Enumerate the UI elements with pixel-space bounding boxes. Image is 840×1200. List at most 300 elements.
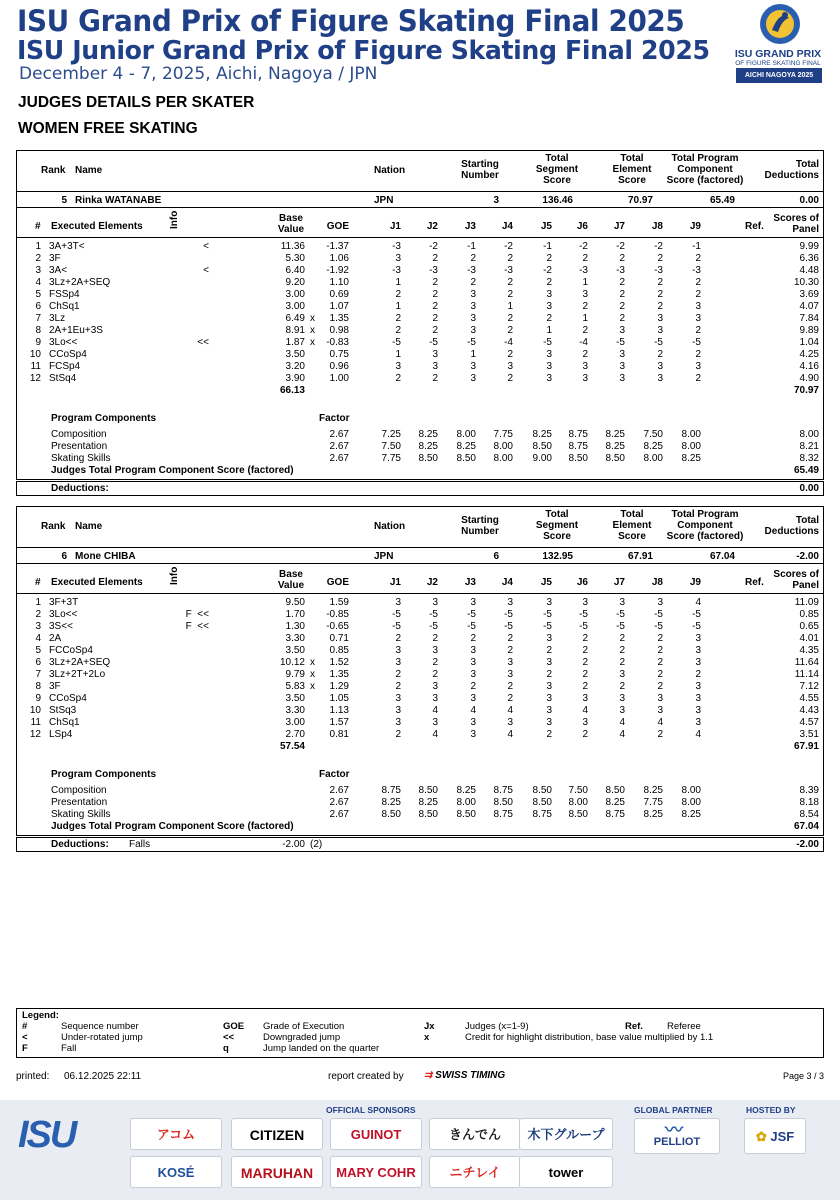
pelliot-logo xyxy=(634,1118,720,1154)
pcs-name: Presentation xyxy=(51,797,108,808)
tes-total: 70.97 xyxy=(793,385,819,396)
pcs-judge-score: 8.50 xyxy=(456,809,476,820)
element-row xyxy=(17,253,823,265)
judge-score: 3 xyxy=(695,361,701,372)
pcs-judge-score: 8.75 xyxy=(493,809,513,820)
seq-number-header: # xyxy=(35,577,41,588)
element-code: FCSp4 xyxy=(49,361,81,372)
sponsor-logo: CITIZEN xyxy=(231,1118,323,1150)
element-base-value: 6.49 xyxy=(285,313,305,324)
judge-score: 1 xyxy=(395,301,401,312)
sponsor-logo: ニチレイ xyxy=(429,1156,521,1188)
legend-title: Legend: xyxy=(22,1010,59,1021)
name-header: Name xyxy=(75,165,103,176)
pcs-judge-score: 8.00 xyxy=(681,429,701,440)
judge-header-8: J8 xyxy=(651,577,663,588)
judge-score: 3 xyxy=(470,717,476,728)
judge-score: -3 xyxy=(467,265,476,276)
judge-score: -5 xyxy=(692,621,701,632)
element-code: StSq3 xyxy=(49,705,77,716)
element-panel-score: 11.14 xyxy=(794,669,819,680)
judge-score: 2 xyxy=(546,669,552,680)
pcs-name: Composition xyxy=(51,429,107,440)
element-panel-score: 4.48 xyxy=(799,265,819,276)
judge-score: 2 xyxy=(395,669,401,680)
starting-number: 6 xyxy=(493,551,499,562)
judge-score: 2 xyxy=(432,289,438,300)
pcs-judge-score: 8.75 xyxy=(532,809,552,820)
skater-rank: 5 xyxy=(61,195,67,206)
element-panel-score: 4.57 xyxy=(799,717,819,728)
element-seq: 7 xyxy=(35,313,41,324)
judge-score: 2 xyxy=(507,693,513,704)
starting-number-header xyxy=(445,515,515,537)
deduction-count: (2) xyxy=(310,839,323,850)
pcs-row xyxy=(17,785,823,797)
element-base-value: 3.00 xyxy=(285,301,305,312)
judge-header-6: J6 xyxy=(576,221,588,232)
judge-score: -5 xyxy=(654,337,663,348)
pcs-name: Composition xyxy=(51,785,107,796)
element-base-value: 3.30 xyxy=(285,633,305,644)
element-row xyxy=(17,373,823,385)
skater-name: Mone CHIBA xyxy=(75,551,136,562)
deductions-row xyxy=(16,837,824,852)
total-element-score-header-line: Score xyxy=(618,175,646,186)
pcs-judge-score: 7.75 xyxy=(381,453,401,464)
element-base-value: 11.36 xyxy=(280,241,305,252)
scores-of-panel-header xyxy=(757,213,819,235)
judge-score: 3 xyxy=(546,373,552,384)
element-panel-score: 4.25 xyxy=(799,349,819,360)
element-goe: 0.75 xyxy=(329,349,349,360)
element-goe: -0.85 xyxy=(326,609,349,620)
judge-score: 3 xyxy=(657,361,663,372)
judge-score: 3 xyxy=(657,325,663,336)
pcs-judge-score: 8.25 xyxy=(643,785,663,796)
judge-score: 2 xyxy=(395,325,401,336)
base-value-total: 57.54 xyxy=(279,741,305,752)
total-deductions-header xyxy=(757,515,819,537)
judge-score: 2 xyxy=(582,301,588,312)
element-panel-score: 7.84 xyxy=(799,313,819,324)
judge-score: -5 xyxy=(467,609,476,620)
legend-key: Ref. xyxy=(625,1021,643,1032)
judge-score: 3 xyxy=(619,373,625,384)
total-pcs-header-line: Component xyxy=(677,520,733,531)
judge-score: 2 xyxy=(582,681,588,692)
element-seq: 11 xyxy=(30,717,41,728)
element-base-value: 3.50 xyxy=(285,349,305,360)
info-header: Info xyxy=(169,566,180,585)
judge-score: 3 xyxy=(470,313,476,324)
element-panel-score: 10.30 xyxy=(793,277,819,288)
factor-header: Factor xyxy=(319,769,350,780)
judge-score: 4 xyxy=(619,717,625,728)
pcs-judge-score: 8.00 xyxy=(681,797,701,808)
total-segment-score: 136.46 xyxy=(542,195,573,206)
judge-score: -2 xyxy=(579,241,588,252)
element-row xyxy=(17,265,823,277)
judge-score: 2 xyxy=(582,349,588,360)
pcs-judge-score: 8.75 xyxy=(605,809,625,820)
skater-block xyxy=(16,150,824,480)
element-base-value: 1.70 xyxy=(285,609,305,620)
judge-score: 3 xyxy=(546,361,552,372)
element-panel-score: 11.64 xyxy=(794,657,819,668)
element-base-value: 9.50 xyxy=(285,597,305,608)
pcs-judge-score: 8.00 xyxy=(681,785,701,796)
legend-value: Grade of Execution xyxy=(263,1021,345,1032)
base-value-header-line: Value xyxy=(277,224,305,235)
judge-score: -5 xyxy=(543,621,552,632)
judge-score: -3 xyxy=(654,265,663,276)
judge-score: 2 xyxy=(582,729,588,740)
element-row xyxy=(17,289,823,301)
judge-score: 3 xyxy=(432,681,438,692)
judge-score: 1 xyxy=(507,301,513,312)
element-goe: -0.83 xyxy=(326,337,349,348)
element-info: F << xyxy=(185,609,209,620)
tes-total: 67.91 xyxy=(793,741,819,752)
element-row xyxy=(17,325,823,337)
element-code: StSq4 xyxy=(49,373,77,384)
total-element-score: 70.97 xyxy=(627,195,653,206)
total-pcs-header-line: Total Program xyxy=(671,509,739,520)
judge-score: 2 xyxy=(582,325,588,336)
element-seq: 12 xyxy=(29,729,41,740)
pcs-factor: 2.67 xyxy=(329,429,349,440)
judge-header-1: J1 xyxy=(389,221,401,232)
judge-score: 4 xyxy=(470,705,476,716)
nation-header: Nation xyxy=(374,521,406,532)
element-seq: 12 xyxy=(29,373,41,384)
judge-score: 2 xyxy=(470,633,476,644)
base-value-total: 66.13 xyxy=(279,385,305,396)
judge-score: 4 xyxy=(695,597,701,608)
hosted-by-label: HOSTED BY xyxy=(746,1105,796,1115)
total-pcs-header-line: Component xyxy=(677,164,733,175)
scores-of-panel-header xyxy=(757,569,819,591)
judge-header-2: J2 xyxy=(426,577,438,588)
element-bonus-marker: x xyxy=(310,681,315,692)
pcs-judge-score: 8.25 xyxy=(418,441,438,452)
element-code: 3A< xyxy=(49,265,68,276)
skater-nation: JPN xyxy=(374,195,394,206)
element-goe: 1.06 xyxy=(329,253,349,264)
element-row xyxy=(17,669,823,681)
judge-header-2: J2 xyxy=(426,221,438,232)
judge-score: -5 xyxy=(616,609,625,620)
judge-score: 2 xyxy=(619,289,625,300)
starting-number-header xyxy=(445,159,515,181)
pcs-judge-score: 7.50 xyxy=(568,785,588,796)
report-created-label: report created by xyxy=(328,1071,404,1082)
element-code: FCCoSp4 xyxy=(49,645,93,656)
deductions-total: -2.00 xyxy=(796,839,819,850)
judge-score: 3 xyxy=(546,717,552,728)
judge-score: 2 xyxy=(657,729,663,740)
judge-score: -3 xyxy=(504,265,513,276)
wave-icon: 〰 xyxy=(665,1120,683,1140)
judge-score: 3 xyxy=(619,705,625,716)
nation-header: Nation xyxy=(374,165,406,176)
judge-score: 3 xyxy=(657,693,663,704)
judge-score: 2 xyxy=(619,681,625,692)
judge-score: 1 xyxy=(582,313,588,324)
pcs-judge-score: 8.50 xyxy=(568,453,588,464)
pcs-judge-score: 8.00 xyxy=(493,441,513,452)
total-element-score: 67.91 xyxy=(627,551,653,562)
pcs-panel-score: 8.39 xyxy=(799,785,819,796)
total-element-score-header-line: Element xyxy=(612,520,652,531)
element-panel-score: 4.90 xyxy=(799,373,819,384)
executed-elements-header: Executed Elements xyxy=(51,221,143,232)
judge-score: -3 xyxy=(429,265,438,276)
swiss-timing-text: SWISS TIMING xyxy=(435,1070,506,1081)
judge-score: 2 xyxy=(395,729,401,740)
report-footer xyxy=(16,1068,824,1088)
skater-nation: JPN xyxy=(374,551,394,562)
element-row xyxy=(17,681,823,693)
deduction-value: -2.00 xyxy=(282,839,305,850)
judge-score: -5 xyxy=(579,621,588,632)
judge-score: 2 xyxy=(695,373,701,384)
scores-of-panel-line: Scores of xyxy=(773,569,819,580)
event-dates-venue: December 4 - 7, 2025, Aichi, Nagoya / JPN xyxy=(19,64,378,84)
judge-score: 3 xyxy=(395,717,401,728)
printed-value: 06.12.2025 22:11 xyxy=(64,1071,142,1082)
element-goe: 1.35 xyxy=(329,313,349,324)
judge-score: 2 xyxy=(470,681,476,692)
legend-key: < xyxy=(22,1032,28,1043)
element-bonus-marker: x xyxy=(310,669,315,680)
judge-score: 3 xyxy=(432,717,438,728)
pcs-name: Skating Skills xyxy=(51,453,111,464)
legend-key: # xyxy=(22,1021,28,1032)
judge-score: 2 xyxy=(507,253,513,264)
judge-score: 2 xyxy=(432,301,438,312)
judge-score: 3 xyxy=(695,313,701,324)
deductions-label: Deductions: xyxy=(51,839,109,850)
element-base-value: 10.12 xyxy=(279,657,305,668)
element-bonus-marker: x xyxy=(310,657,315,668)
judge-score: 3 xyxy=(470,289,476,300)
pcs-judge-score: 8.75 xyxy=(568,429,588,440)
name-header: Name xyxy=(75,521,103,532)
element-seq: 3 xyxy=(35,265,41,276)
pcs-judge-score: 8.75 xyxy=(568,441,588,452)
judge-score: -1 xyxy=(692,241,701,252)
element-base-value: 6.40 xyxy=(285,265,305,276)
factor-header: Factor xyxy=(319,413,350,424)
global-partner-label: GLOBAL PARTNER xyxy=(634,1105,713,1115)
judge-score: -2 xyxy=(654,241,663,252)
judge-score: 4 xyxy=(619,729,625,740)
total-pcs-header-line: Score (factored) xyxy=(666,531,744,542)
referee-header: Ref. xyxy=(745,221,764,232)
pcs-judge-score: 8.00 xyxy=(643,453,663,464)
judge-score: 3 xyxy=(695,717,701,728)
isu-logo: ISU xyxy=(18,1114,76,1156)
element-goe: 1.52 xyxy=(329,657,349,668)
element-seq: 6 xyxy=(35,657,41,668)
element-base-value: 8.91 xyxy=(285,325,305,336)
judge-score: 3 xyxy=(470,669,476,680)
element-base-value: 3.20 xyxy=(285,361,305,372)
judge-score: 1 xyxy=(582,277,588,288)
judge-header-9: J9 xyxy=(689,221,701,232)
judge-score: 2 xyxy=(395,289,401,300)
judge-score: 4 xyxy=(507,705,513,716)
legend-value: Referee xyxy=(667,1021,701,1032)
judge-score: -5 xyxy=(504,609,513,620)
total-segment-score-header-line: Score xyxy=(543,531,571,542)
judge-score: 3 xyxy=(470,373,476,384)
sponsor-logo: tower xyxy=(519,1156,613,1188)
judge-score: 2 xyxy=(432,253,438,264)
starting-number-header-line: Number xyxy=(461,170,499,181)
sponsor-logo: きんでん xyxy=(429,1118,521,1150)
element-code: 3Lz+2A+SEQ xyxy=(49,657,111,668)
total-deductions: -2.00 xyxy=(796,551,819,562)
deductions-total: 0.00 xyxy=(799,483,819,494)
page-number: Page 3 / 3 xyxy=(782,1071,824,1081)
judge-header-6: J6 xyxy=(576,577,588,588)
judges-total-pcs-label: Judges Total Program Component Score (factored) xyxy=(51,821,294,832)
element-row xyxy=(17,657,823,669)
element-code: ChSq1 xyxy=(49,717,80,728)
judge-score: 2 xyxy=(619,645,625,656)
element-base-value: 9.79 xyxy=(285,669,305,680)
judge-score: 2 xyxy=(546,729,552,740)
row-divider xyxy=(17,547,823,548)
judge-header-3: J3 xyxy=(464,221,476,232)
doc-title: JUDGES DETAILS PER SKATER xyxy=(18,94,255,111)
row-divider xyxy=(17,563,823,564)
pcs-judge-score: 8.25 xyxy=(681,809,701,820)
element-base-value: 3.30 xyxy=(285,705,305,716)
scores-of-panel-line: Scores of xyxy=(773,213,819,224)
judge-header-3: J3 xyxy=(464,577,476,588)
pcs-panel-score: 8.32 xyxy=(799,453,819,464)
pcs-judge-score: 8.25 xyxy=(643,809,663,820)
judge-score: 2 xyxy=(657,657,663,668)
judge-score: 4 xyxy=(695,729,701,740)
element-panel-score: 0.65 xyxy=(799,621,819,632)
element-row xyxy=(17,633,823,645)
element-goe: 1.29 xyxy=(329,681,349,692)
judge-score: 3 xyxy=(507,669,513,680)
element-seq: 9 xyxy=(35,693,41,704)
element-seq: 2 xyxy=(35,253,41,264)
element-code: FSSp4 xyxy=(49,289,80,300)
element-goe: 1.13 xyxy=(329,705,349,716)
element-row xyxy=(17,313,823,325)
judge-score: 2 xyxy=(470,277,476,288)
judge-score: 3 xyxy=(395,597,401,608)
judge-score: 2 xyxy=(695,325,701,336)
judge-header-4: J4 xyxy=(501,577,513,588)
element-code: CCoSp4 xyxy=(49,349,87,360)
pcs-judge-score: 8.25 xyxy=(605,441,625,452)
starting-number-header-line: Number xyxy=(461,526,499,537)
row-divider xyxy=(17,237,823,238)
judge-score: 3 xyxy=(470,657,476,668)
judge-score: -3 xyxy=(392,265,401,276)
referee-header: Ref. xyxy=(745,577,764,588)
judge-score: -5 xyxy=(392,621,401,632)
judge-score: -2 xyxy=(616,241,625,252)
judge-score: -5 xyxy=(392,609,401,620)
row-divider xyxy=(17,191,823,192)
skater-block xyxy=(16,506,824,836)
judge-score: 3 xyxy=(432,597,438,608)
judge-score: 3 xyxy=(657,597,663,608)
pcs-judge-score: 8.75 xyxy=(493,785,513,796)
element-goe: 0.69 xyxy=(329,289,349,300)
total-deductions-header-line: Total xyxy=(795,515,819,526)
pcs-judge-score: 8.50 xyxy=(532,797,552,808)
judge-score: 3 xyxy=(695,645,701,656)
element-code: 3Lo<< xyxy=(49,337,78,348)
judge-score: 2 xyxy=(507,633,513,644)
element-row xyxy=(17,693,823,705)
pcs-judge-score: 7.75 xyxy=(643,797,663,808)
skater-emblem-icon xyxy=(758,2,802,46)
judge-score: 2 xyxy=(657,681,663,692)
judge-score: 4 xyxy=(432,729,438,740)
judge-score: 3 xyxy=(619,669,625,680)
skater-rank: 6 xyxy=(61,551,67,562)
element-seq: 8 xyxy=(35,325,41,336)
element-code: 3F xyxy=(49,253,61,264)
element-code: 3Lz+2A+SEQ xyxy=(49,277,111,288)
element-goe: 1.00 xyxy=(329,373,349,384)
judge-score: 2 xyxy=(395,313,401,324)
judge-score: 2 xyxy=(507,289,513,300)
total-segment-score-header-line: Score xyxy=(543,175,571,186)
pcs-factor: 2.67 xyxy=(329,797,349,808)
total-segment-score-header xyxy=(522,153,592,186)
total-pcs-header xyxy=(655,509,755,542)
judge-score: 2 xyxy=(395,633,401,644)
judge-score: 3 xyxy=(657,313,663,324)
element-row xyxy=(17,361,823,373)
element-bonus-marker: x xyxy=(310,337,315,348)
judge-score: 3 xyxy=(695,693,701,704)
legend-key: << xyxy=(223,1032,235,1043)
judge-score: 1 xyxy=(546,325,552,336)
pcs-judge-score: 8.50 xyxy=(418,809,438,820)
element-panel-score: 1.04 xyxy=(799,337,819,348)
element-code: 3A+3T< xyxy=(49,241,85,252)
element-bonus-marker: x xyxy=(310,325,315,336)
base-value-header xyxy=(273,213,309,235)
element-bonus-marker: x xyxy=(310,313,315,324)
judge-score: -3 xyxy=(579,265,588,276)
event-title: ISU Grand Prix of Figure Skating Final 2025 xyxy=(17,4,685,38)
scores-of-panel-line: Panel xyxy=(792,224,819,235)
judge-header-5: J5 xyxy=(540,221,552,232)
element-base-value: 2.70 xyxy=(285,729,305,740)
deductions-label: Deductions: xyxy=(51,483,109,494)
judge-score: 1 xyxy=(395,277,401,288)
total-segment-score-header xyxy=(522,509,592,542)
judge-score: 3 xyxy=(507,717,513,728)
element-row xyxy=(17,277,823,289)
judge-score: 2 xyxy=(432,373,438,384)
